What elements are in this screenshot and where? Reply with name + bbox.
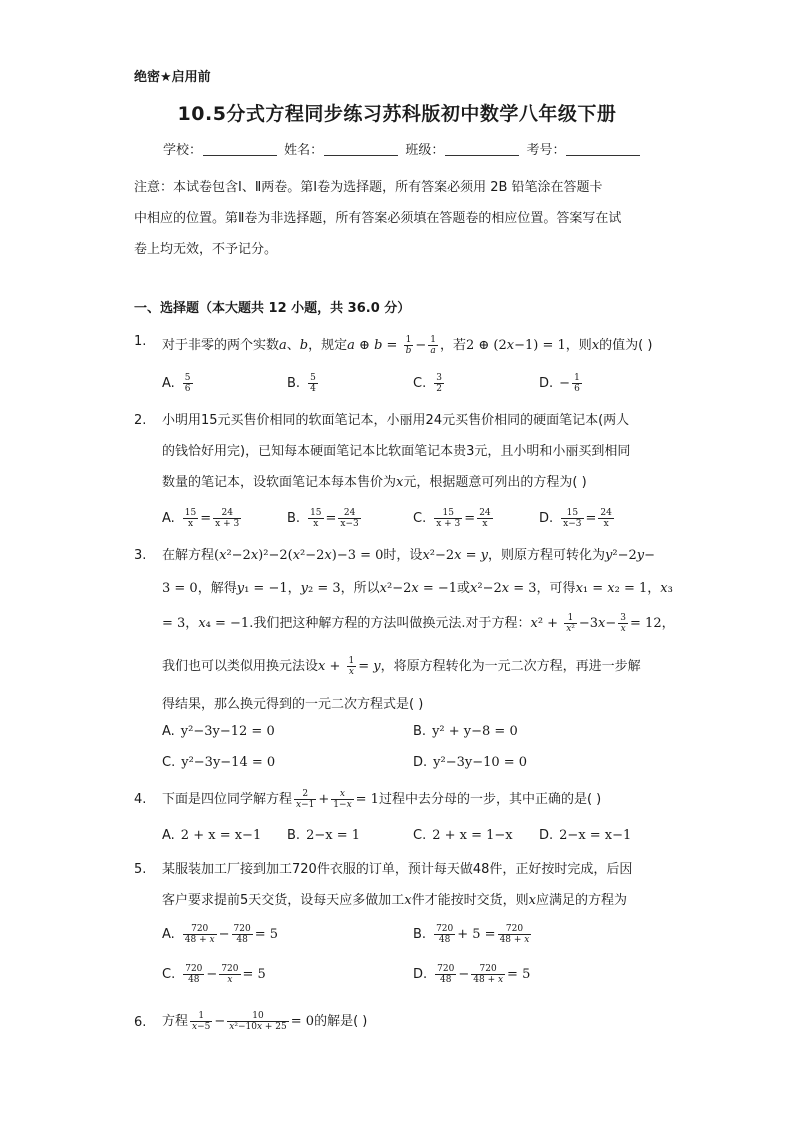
option-d[interactable]: D. y²−3y−10 = 0 (413, 755, 528, 770)
option-a[interactable]: A. y²−3y−12 = 0 (162, 724, 275, 739)
question-number: 3. (134, 548, 147, 563)
option-d[interactable]: D. $\frac{720}{48}$ − $\frac{720}{48 + x}$ = 5 (413, 964, 531, 985)
name-blank[interactable] (324, 143, 398, 156)
question-number: 2. (134, 413, 147, 428)
option-b[interactable]: B. $\frac{5}{4}$ (287, 373, 316, 394)
question-5-stem: 某服装加工厂接到加工720件衣服的订单，预计每天做48件，正好按时完成，后因 客户要求提前5天交货，设每天应多做加工x件才能按时交货，则x应满足的方程为 (162, 862, 633, 908)
page-title: 10.5分式方程同步练习苏科版初中数学八年级下册 (177, 103, 617, 125)
exam-no-label: 考号： (526, 143, 566, 158)
notice (134, 172, 664, 265)
option-c[interactable]: C. $\frac{720}{48}$ − $\frac{720}{x}$ = 5 (162, 964, 266, 985)
fraction: $\frac{5}{4}$ (310, 373, 316, 394)
name-label: 姓名： (284, 143, 324, 158)
fraction: $\frac{1}{a}$ (430, 335, 436, 356)
fraction: $\frac{1}{b}$ (405, 335, 412, 356)
school-blank[interactable] (203, 143, 277, 156)
class-label: 班级： (405, 143, 445, 158)
option-d[interactable]: D. 2−x = x−1 (539, 828, 632, 843)
confidential-label: 绝密★启用前 (134, 70, 211, 85)
fraction: $\frac{5}{6}$ (184, 373, 191, 394)
question-2-stem: 小明用15元买售价相同的软面笔记本，小丽用24元买售价相同的硬面笔记本(两人 的钱恰好用完)，已知每本硬面笔记本比软面笔记本贵3元，且小明和小丽买到相同 数量的笔记本，设软面笔记本每本售价为x元，根据题意可列出的方程为( ) (162, 413, 631, 490)
option-a[interactable]: A. $\frac{15}{x}$ = $\frac{24}{x + 3}$ (162, 508, 240, 529)
question-3-line: 在解方程(x²−2x)²−2(x²−2x)−3 = 0时，设x²−2x = y，则原方程可转化为y²−2y− (162, 548, 656, 563)
question-1-stem: 对于非零的两个实数a、b，规定a ⊕ b = $\frac{1}{b}$ − $\frac{1}{a}$ ，若2 ⊕ (2x−1) = 1，则x的值为( ) (162, 335, 653, 356)
option-b[interactable]: B. 2−x = 1 (287, 828, 360, 843)
question-number: 6. (134, 1015, 147, 1030)
option-c[interactable]: C. 2 + x = 1−x (413, 828, 513, 843)
notice-line: 中相应的位置。第Ⅱ卷为非选择题，所有答案必须填在答题卷的相应位置。答案写在试 (134, 211, 622, 226)
option-b[interactable]: B. $\frac{15}{x}$ = $\frac{24}{x-3}$ (287, 508, 359, 529)
fraction: $\frac{1}{6}$ (574, 373, 580, 394)
student-info-line (163, 139, 643, 158)
class-blank[interactable] (445, 143, 519, 156)
notice-line: 卷上均无效，不予记分。 (134, 242, 278, 257)
question-3-line: 得结果，那么换元得到的一元二次方程式是( ) (162, 697, 424, 712)
school-label: 学校： (163, 143, 203, 158)
option-c[interactable]: C. y²−3y−14 = 0 (162, 755, 276, 770)
option-d[interactable]: D. − $\frac{1}{6}$ (539, 373, 580, 394)
option-a[interactable]: A. $\frac{5}{6}$ (162, 373, 191, 394)
question-3-line: = 3，x₄ = −1.我们把这种解方程的方法叫做换元法.对于方程：x² + $\frac{1}{\text{x²}}$ −3x− $\frac{3}{x}$ = 12， (162, 613, 675, 634)
option-a[interactable]: A. $\frac{720}{48 + x}$ − $\frac{720}{48}$ = 5 (162, 924, 278, 945)
fraction: $\frac{3}{2}$ (436, 373, 442, 394)
option-d[interactable]: D. $\frac{15}{x-3}$ = $\frac{24}{x}$ (539, 508, 612, 529)
question-3-line: 3 = 0，解得y₁ = −1，y₂ = 3，所以x²−2x = −1或x²−2x = 3，可得x₁ = x₂ = 1，x₃ (162, 581, 673, 596)
notice-line: 注意：本试卷包含Ⅰ、Ⅱ两卷。第Ⅰ卷为选择题，所有答案必须用 2B 铅笔涂在答题卡 (134, 180, 603, 195)
exam-no-blank[interactable] (566, 143, 640, 156)
option-b[interactable]: B. $\frac{720}{48}$ + 5 = $\frac{720}{48 + x}$ (413, 924, 530, 945)
option-b[interactable]: B. y² + y−8 = 0 (413, 724, 518, 739)
question-3-line: 我们也可以类似用换元法设x + $\frac{1}{x}$ = y，将原方程转化为一元二次方程，再进一步解 (162, 656, 641, 677)
question-4-stem: 下面是四位同学解方程 $\frac{2}{x-1}$ + $\frac{x}{1-x}$ = 1过程中去分母的一步，其中正确的是( ) (162, 789, 602, 810)
question-number: 5. (134, 862, 147, 877)
option-c[interactable]: C. $\frac{15}{x + 3}$ = $\frac{24}{x}$ (413, 508, 491, 529)
question-number: 4. (134, 792, 147, 807)
option-a[interactable]: A. 2 + x = x−1 (162, 828, 262, 843)
question-number: 1. (134, 334, 147, 349)
section-title: 一、选择题（本大题共 12 小题，共 36.0 分） (134, 301, 411, 316)
question-6-stem: 方程 $\frac{1}{x-5}$ − $\frac{10}{\text{x²−10x + 25}}$ = 0的解是( ) (162, 1011, 368, 1032)
option-c[interactable]: C. $\frac{3}{2}$ (413, 373, 442, 394)
